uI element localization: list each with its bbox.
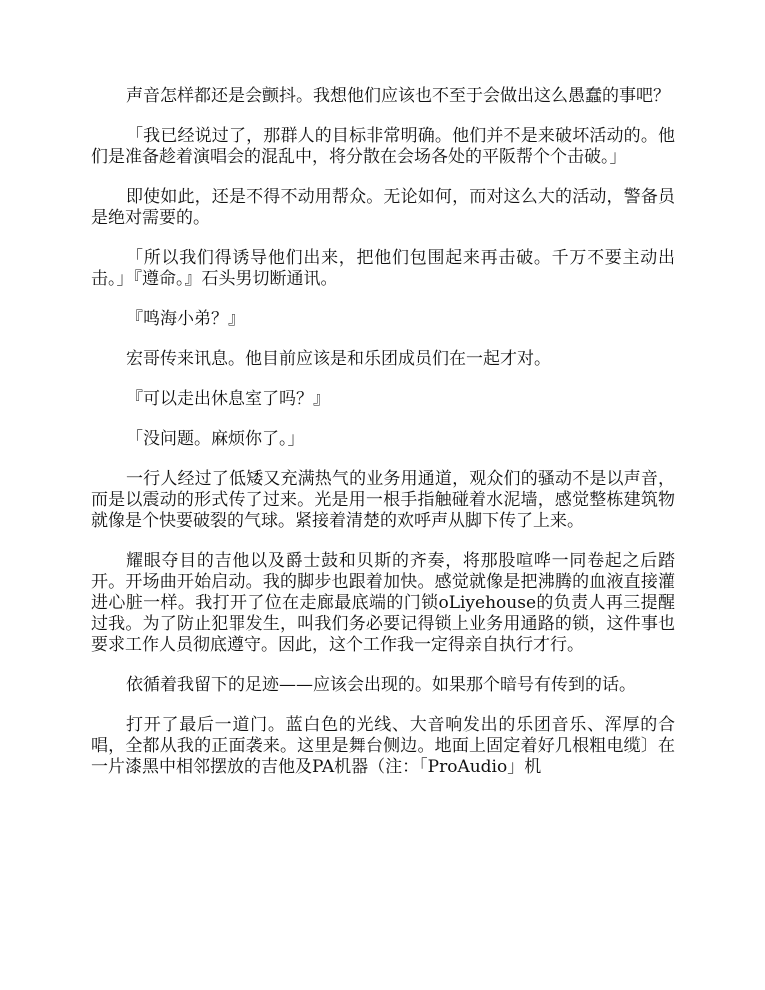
paragraph: 『可以走出休息室了吗？』 [126,389,330,409]
paragraph: 「所以我们得诱导他们出来，把他们包围起来再击破。千万不要主动出击。」『遵命。』石头男切断通讯。 [91,248,675,289]
paragraph: 即使如此，还是不得不动用帮众。无论如何，而对这么大的活动，警备员是绝对需要的。 [91,187,675,228]
paragraph: 一行人经过了低矮又充满热气的业务用通道，观众们的骚动不是以声音，而是以震动的形式传了过来。光是用一根手指触碰着水泥墙，感觉整栋建筑物就像是个快要破裂的气球。紧接着清楚的欢呼声从脚下传了上来。 [91,469,675,531]
paragraph: 「没问题。麻烦你了。」 [126,429,305,449]
paragraph: 『鸣海小弟？』 [126,309,245,329]
paragraph: 宏哥传来讯息。他目前应该是和乐团成员们在一起才对。 [126,349,551,369]
paragraph: 声音怎样都还是会颤抖。我想他们应该也不至于会做出这么愚蠢的事吧？ [126,86,670,106]
paragraph: 依循着我留下的足迹——应该会出现的。如果那个暗号有传到的话。 [126,675,636,695]
paragraph: 耀眼夺目的吉他以及爵士鼓和贝斯的齐奏，将那股喧哗一同卷起之后踏开。开场曲开始启动。我的脚步也跟着加快。感觉就像是把沸腾的血液直接灌进心脏一样。我打开了位在走廊最底端的门锁oLiyehouse的负责人再三提醒过我。为了防止犯罪发生，叫我们务必要记得锁上业务用通路的锁，这件事也要求工作人员彻底遵守。因此，这个工作我一定得亲自执行才行。 [91,551,675,655]
paragraph: 打开了最后一道门。蓝白色的光线、大音响发出的乐团音乐、浑厚的合唱，全都从我的正面袭来。这里是舞台侧边。地面上固定着好几根粗电缆〕在一片漆黑中相邻摆放的吉他及PA机器（注：「ProAudio」机 [91,715,675,777]
paragraph: 「我已经说过了，那群人的目标非常明确。他们并不是来破坏活动的。他们是准备趁着演唱会的混乱中，将分散在会场各处的平阪帮个个击破。」 [91,126,675,167]
document-page [91,86,675,778]
